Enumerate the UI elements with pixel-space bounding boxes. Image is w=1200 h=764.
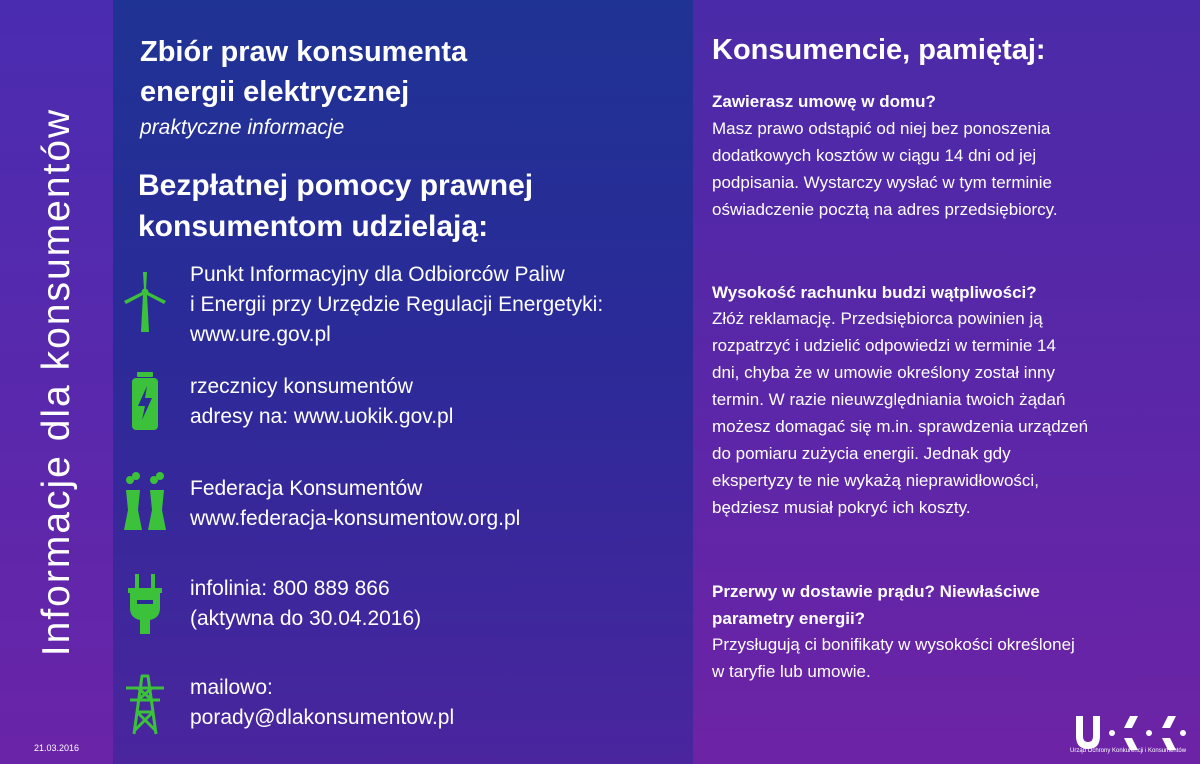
side-title: Informacje dla konsumentów	[35, 107, 78, 657]
main-title-line-2: energii elektrycznej	[140, 76, 410, 108]
answer-power-outage	[712, 631, 1192, 685]
answer-line: oświadczenie pocztą na adres przedsiębiorcy.	[712, 200, 1058, 219]
question-line: Wysokość rachunku budzi wątpliwości?	[712, 283, 1037, 302]
entry-ombudsmen	[190, 372, 690, 432]
answer-line: rozpatrzyć i udzielić odpowiedzi w terminie 14	[712, 336, 1056, 355]
help-heading	[138, 165, 533, 247]
answer-line: podpisania. Wystarczy wysłać w tym terminie	[712, 173, 1052, 192]
entry-email-address[interactable]: porady@dlakonsumentow.pl	[190, 706, 455, 729]
entry-ure-line-1: Punkt Informacyjny dla Odbiorców Paliw	[190, 263, 565, 286]
logo-caption: Urząd Ochrony Konkurencji i Konsumentów	[1070, 748, 1187, 754]
entry-hotline-note: (aktywna do 30.04.2016)	[190, 607, 422, 630]
main-subtitle: praktyczne informacje	[140, 116, 345, 139]
entry-federation-line-1: Federacja Konsumentów	[190, 477, 423, 500]
entry-ombudsmen-link[interactable]: adresy na: www.uokik.gov.pl	[190, 405, 454, 428]
help-heading-line-1: Bezpłatnej pomocy prawnej	[138, 169, 534, 202]
plug-icon	[120, 572, 170, 636]
answer-home-contract	[712, 115, 1192, 223]
entry-email-label: mailowo:	[190, 676, 273, 699]
entry-email	[190, 673, 690, 733]
power-pylon-icon	[120, 672, 170, 736]
question-line: Zawierasz umowę w domu?	[712, 92, 936, 111]
power-plant-icon	[120, 470, 170, 534]
help-heading-line-2: konsumentom udzielają:	[138, 210, 489, 243]
entry-ombudsmen-line-1: rzecznicy konsumentów	[190, 375, 413, 398]
answer-line: Złóż reklamację. Przedsiębiorca powinien ją	[712, 309, 1043, 328]
question-bill-doubts	[712, 279, 1192, 306]
answer-line: Masz prawo odstąpić od niej bez ponoszenia	[712, 119, 1051, 138]
answer-line: będziesz musiał pokryć ich koszty.	[712, 498, 971, 517]
question-line: parametry energii?	[712, 609, 866, 628]
main-title	[140, 32, 467, 112]
answer-line: termin. W razie nieuwzględniania twoich żądań	[712, 390, 1066, 409]
answer-line: możesz domagać się m.in. sprawdzenia urządzeń	[712, 417, 1089, 436]
answer-bill-doubts	[712, 305, 1192, 521]
entry-ure	[190, 260, 690, 350]
answer-line: dni, chyba że w umowie określony został inny	[712, 363, 1055, 382]
answer-line: do pomiaru zużycia energii. Jednak gdy	[712, 444, 1011, 463]
entry-ure-link[interactable]: www.ure.gov.pl	[190, 323, 331, 346]
question-line: Przerwy w dostawie prądu? Niewłaściwe	[712, 582, 1040, 601]
reminders-title: Konsumencie, pamiętaj:	[712, 34, 1046, 66]
answer-line: ekspertyzy te nie wykażą nieprawidłowości,	[712, 471, 1039, 490]
question-power-outage	[712, 578, 1192, 632]
entry-federation	[190, 474, 690, 534]
main-title-line-1: Zbiór praw konsumenta	[140, 36, 468, 68]
battery-icon	[120, 370, 170, 434]
answer-line: Przysługują ci bonifikaty w wysokości określonej	[712, 635, 1075, 654]
question-home-contract	[712, 88, 1192, 115]
entry-hotline	[190, 574, 690, 634]
entry-hotline-number[interactable]: infolinia: 800 889 866	[190, 577, 390, 600]
entry-federation-link[interactable]: www.federacja-konsumentow.org.pl	[190, 507, 521, 530]
publication-date: 21.03.2016	[34, 743, 80, 753]
answer-line: dodatkowych kosztów w ciągu 14 dni od jej	[712, 146, 1037, 165]
side-strip	[0, 0, 113, 764]
entry-ure-line-2: i Energii przy Urzędzie Regulacji Energetyki:	[190, 293, 604, 316]
wind-turbine-icon	[120, 270, 170, 334]
answer-line: w taryfie lub umowie.	[712, 662, 871, 681]
